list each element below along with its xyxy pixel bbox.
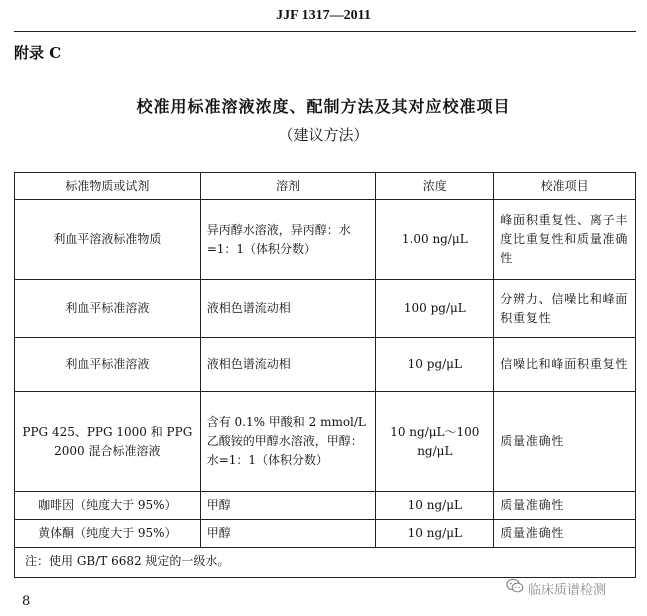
page-subtitle: （建议方法） (278, 126, 369, 144)
cell-concentration: 1.00 ng/μL (376, 200, 494, 280)
cell-concentration: 10 ng/μL (376, 520, 494, 548)
document-code: JJF 1317—2011 (276, 8, 371, 23)
table-note: 注：使用 GB/T 6682 规定的一级水。 (15, 548, 636, 578)
cell-solvent: 甲醇 (200, 520, 376, 548)
watermark-text: 临床质谱检测 (528, 582, 607, 598)
cell-concentration: 10 pg/μL (376, 338, 494, 392)
cell-concentration: 10 ng/μL～100 ng/μL (376, 392, 494, 492)
cell-substance: 利血平标准溶液 (15, 280, 201, 338)
cell-solvent: 异丙醇水溶液，异丙醇：水=1：1（体积分数） (200, 200, 376, 280)
header-rule (14, 31, 636, 32)
appendix-label: 附录 C (14, 44, 62, 62)
cell-calibration-items: 质量准确性 (494, 392, 636, 492)
cell-substance: 黄体酮（纯度大于 95%） (15, 520, 201, 548)
calibration-table (14, 172, 636, 578)
cell-solvent: 甲醇 (200, 492, 376, 520)
table-row (15, 280, 636, 338)
cell-concentration: 10 ng/μL (376, 492, 494, 520)
cell-calibration-items: 分辨力、信噪比和峰面积重复性 (494, 280, 636, 338)
cell-concentration: 100 pg/μL (376, 280, 494, 338)
page-number: 8 (22, 594, 31, 609)
cell-calibration-items: 质量准确性 (494, 492, 636, 520)
watermark (506, 578, 606, 598)
table-row (15, 492, 636, 520)
cell-substance: 利血平溶液标准物质 (15, 200, 201, 280)
cell-solvent: 液相色谱流动相 (200, 338, 376, 392)
cell-calibration-items: 质量准确性 (494, 520, 636, 548)
column-header-solvent: 溶剂 (200, 173, 376, 200)
column-header-calibration-items: 校准项目 (494, 173, 636, 200)
cell-substance: PPG 425、PPG 1000 和 PPG 2000 混合标准溶液 (15, 392, 201, 492)
column-header-substance: 标准物质或试剂 (15, 173, 201, 200)
page-title: 校准用标准溶液浓度、配制方法及其对应校准项目 (136, 97, 511, 116)
cell-substance: 咖啡因（纯度大于 95%） (15, 492, 201, 520)
cell-calibration-items: 峰面积重复性、离子丰度比重复性和质量准确性 (494, 200, 636, 280)
table-note-row (15, 548, 636, 578)
wechat-icon (506, 578, 524, 598)
cell-solvent: 液相色谱流动相 (200, 280, 376, 338)
column-header-concentration: 浓度 (376, 173, 494, 200)
table-row (15, 392, 636, 492)
table-row (15, 520, 636, 548)
cell-substance: 利血平标准溶液 (15, 338, 201, 392)
cell-calibration-items: 信噪比和峰面积重复性 (494, 338, 636, 392)
table-header-row (15, 173, 636, 200)
table-row (15, 338, 636, 392)
table-row (15, 200, 636, 280)
cell-solvent: 含有 0.1% 甲酸和 2 mmol/L 乙酸铵的甲醇水溶液，甲醇：水=1：1（体积分数） (200, 392, 376, 492)
